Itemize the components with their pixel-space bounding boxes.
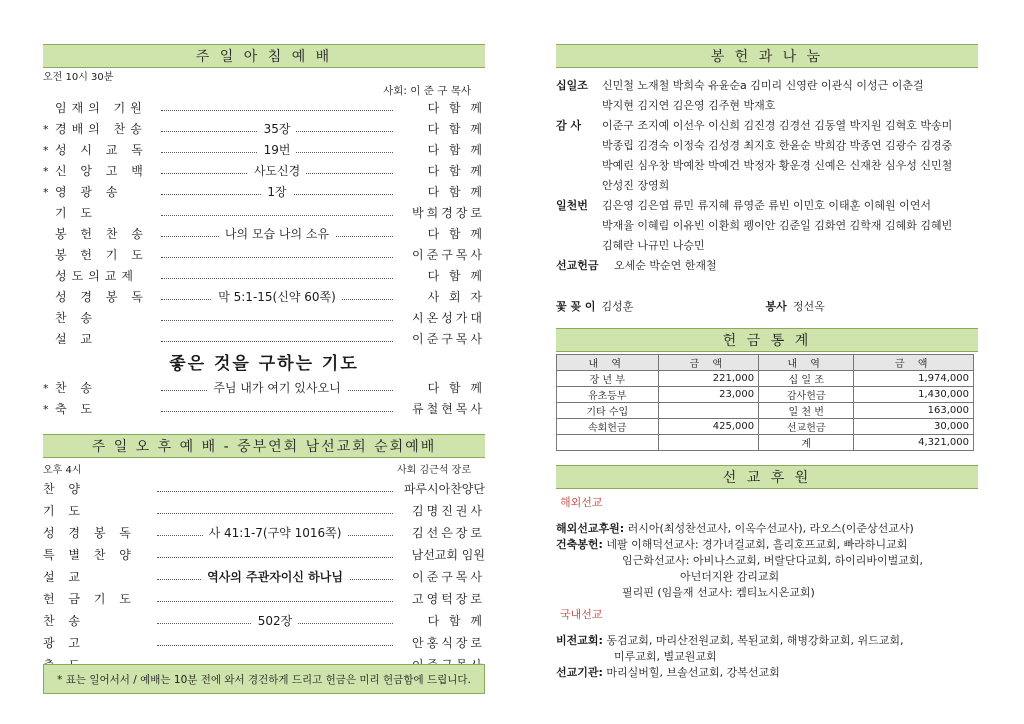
afternoon-presider: 사회 김근석 장로 (397, 464, 471, 476)
table-row: 유초등부 23,000 감사헌금 1,430,000 (557, 387, 974, 403)
afternoon-time-row (43, 458, 485, 478)
order-item: 광 고 안홍식장로 (43, 632, 485, 654)
mission-line: 건축봉헌: 네팔 이해덕선교사: 경가녀걸교회, 흘리호프교회, 빠라하니교회 (556, 538, 908, 551)
order-item: 헌 금 기 도 고영턱장로 (43, 588, 485, 610)
morning-order-list (43, 98, 485, 350)
order-item: 특 별 찬 양 남선교회 임원 (43, 544, 485, 566)
right-column (556, 44, 978, 681)
mission-line: 아넌더지완 감리교회 (680, 570, 780, 583)
mission-header: 선 교 후 원 (556, 465, 978, 489)
left-column (43, 44, 485, 676)
afternoon-service-header: 주 일 오 후 예 배 - 중부연회 남선교회 순회예배 (43, 434, 485, 458)
order-item: 임재의 기원 다 함 께 (43, 98, 485, 119)
order-item: 성 경 봉 독 막 5:1-15(신약 60쪽) 사 회 자 (43, 287, 485, 308)
order-item: 설 교 역사의 주관자이신 하나님 이준구목사 (43, 566, 485, 588)
mission-line: 해외선교후원: 러시아(최성찬선교사, 이옥수선교사), 라오스(이준상선교사) (556, 522, 914, 535)
offering-header: 봉 헌 과 나 눔 (556, 44, 978, 68)
order-item: * 신 앙 고 백 사도신경 다 함 께 (43, 161, 485, 182)
offering-group: 감 사 이준구 조지예 이선우 이신희 김진경 김경선 김동열 박지원 김혁호 박송미 박종립 김경숙 이정숙 김성경 최지호 한윤순 박희감 박종연 김광수 김경중 박예린 심우창 박예찬 박예건 박정자 황운경 신예은 신재찬 심우성 신민철 안성진 장영희 (556, 119, 953, 192)
table-row: 기타 수입 일 천 번 163,000 (557, 403, 974, 419)
morning-time: 오전 10시 30분 (43, 72, 114, 83)
order-item: * 영 광 송 1장 다 함 께 (43, 182, 485, 203)
overseas-mission-label: 해외선교 (560, 496, 603, 509)
order-item: 기 도 박희경장로 (43, 203, 485, 224)
mission-line: 필리핀 (임을재 선교사: 켐티뇨시온교회) (622, 586, 815, 599)
mission-section (556, 495, 978, 681)
mission-line: 선교기관: 마리실버힐, 브솔선교회, 강복선교회 (556, 666, 780, 679)
order-item: 기 도 김명진권사 (43, 500, 485, 522)
offering-group: 일천번 김은영 김은엽 류민 류지혜 류영준 류빈 이민호 이태훈 이혜원 이연서 박재율 이혜림 이유빈 이환희 펭이안 김준일 김화연 김학재 김혜화 김혜빈 김혜란 나규민 나승민 (556, 199, 953, 252)
service-name: 정선옥 (792, 300, 825, 313)
order-item: 봉 헌 기 도 이준구목사 (43, 245, 485, 266)
morning-presider: 사회: 이 준 구 목사 (383, 85, 471, 97)
order-item: 찬 송 시온성가대 (43, 308, 485, 329)
flower-label: 꽃 꽂 이 (556, 300, 596, 313)
mission-line: 임근화선교사: 아비나스교회, 버랄단다교회, 하이리바이벌교회, (622, 554, 923, 567)
order-item: 찬 양 파루시아찬양단 (43, 478, 485, 500)
stats-header: 헌 금 통 계 (556, 328, 978, 352)
table-row: 장 년 부 221,000 십 일 조 1,974,000 (557, 371, 974, 387)
domestic-mission-label: 국내선교 (560, 608, 603, 621)
mission-line: 비전교회: 동검교회, 마리산전원교회, 복된교회, 해병강화교회, 위드교회, (556, 634, 904, 647)
footnote: * 표는 일어서서 / 예배는 10분 전에 와서 경건하게 드리고 헌금은 미리 헌금함에 드립니다. (43, 664, 485, 694)
order-item: 봉 헌 찬 송 나의 모습 나의 소유 다 함 께 (43, 224, 485, 245)
order-item: 찬 송 502장 다 함 께 (43, 610, 485, 632)
table-total-row: 계 4,321,000 (557, 435, 974, 451)
order-item: * 찬 송 주님 내가 여기 있사오니 다 함 께 (43, 378, 485, 399)
order-item: * 축 도 류철현목사 (43, 399, 485, 420)
offering-list (556, 76, 978, 276)
order-item: 성도의교제 다 함 께 (43, 266, 485, 287)
table-row: 속회헌금 425,000 선교헌금 30,000 (557, 419, 974, 435)
morning-service-header: 주 일 아 침 예 배 (43, 44, 485, 68)
service-label: 봉사 (765, 300, 787, 313)
flower-name: 김성훈 (601, 300, 634, 313)
order-item: 성 경 봉 독 사 41:1-7(구약 1016쪽) 김선은장로 (43, 522, 485, 544)
order-item: * 성 시 교 독 19번 다 함 께 (43, 140, 485, 161)
morning-time-row (43, 68, 485, 83)
offering-group: 십일조 신민철 노재철 박희숙 유윤순a 김미리 신영란 이관식 이성근 이춘걸 박지현 김지연 김은영 김주현 박재호 (556, 79, 924, 112)
sermon-title: 좋은 것을 구하는 기도 (169, 354, 359, 374)
offering-group: 선교헌금 오세순 박순연 한재철 (556, 259, 717, 272)
offering-stats-table (556, 354, 974, 451)
order-item: * 경배의 찬송 35장 다 함 께 (43, 119, 485, 140)
morning-closing-list (43, 378, 485, 420)
flower-service-row (556, 298, 978, 314)
table-header-row: 내 역 금 액 내 역 금 액 (557, 355, 974, 371)
order-item: 설 교 이준구목사 (43, 329, 485, 350)
afternoon-order-list (43, 478, 485, 676)
mission-line: 미루교회, 별교원교회 (614, 650, 717, 663)
afternoon-time: 오후 4시 (43, 464, 82, 476)
